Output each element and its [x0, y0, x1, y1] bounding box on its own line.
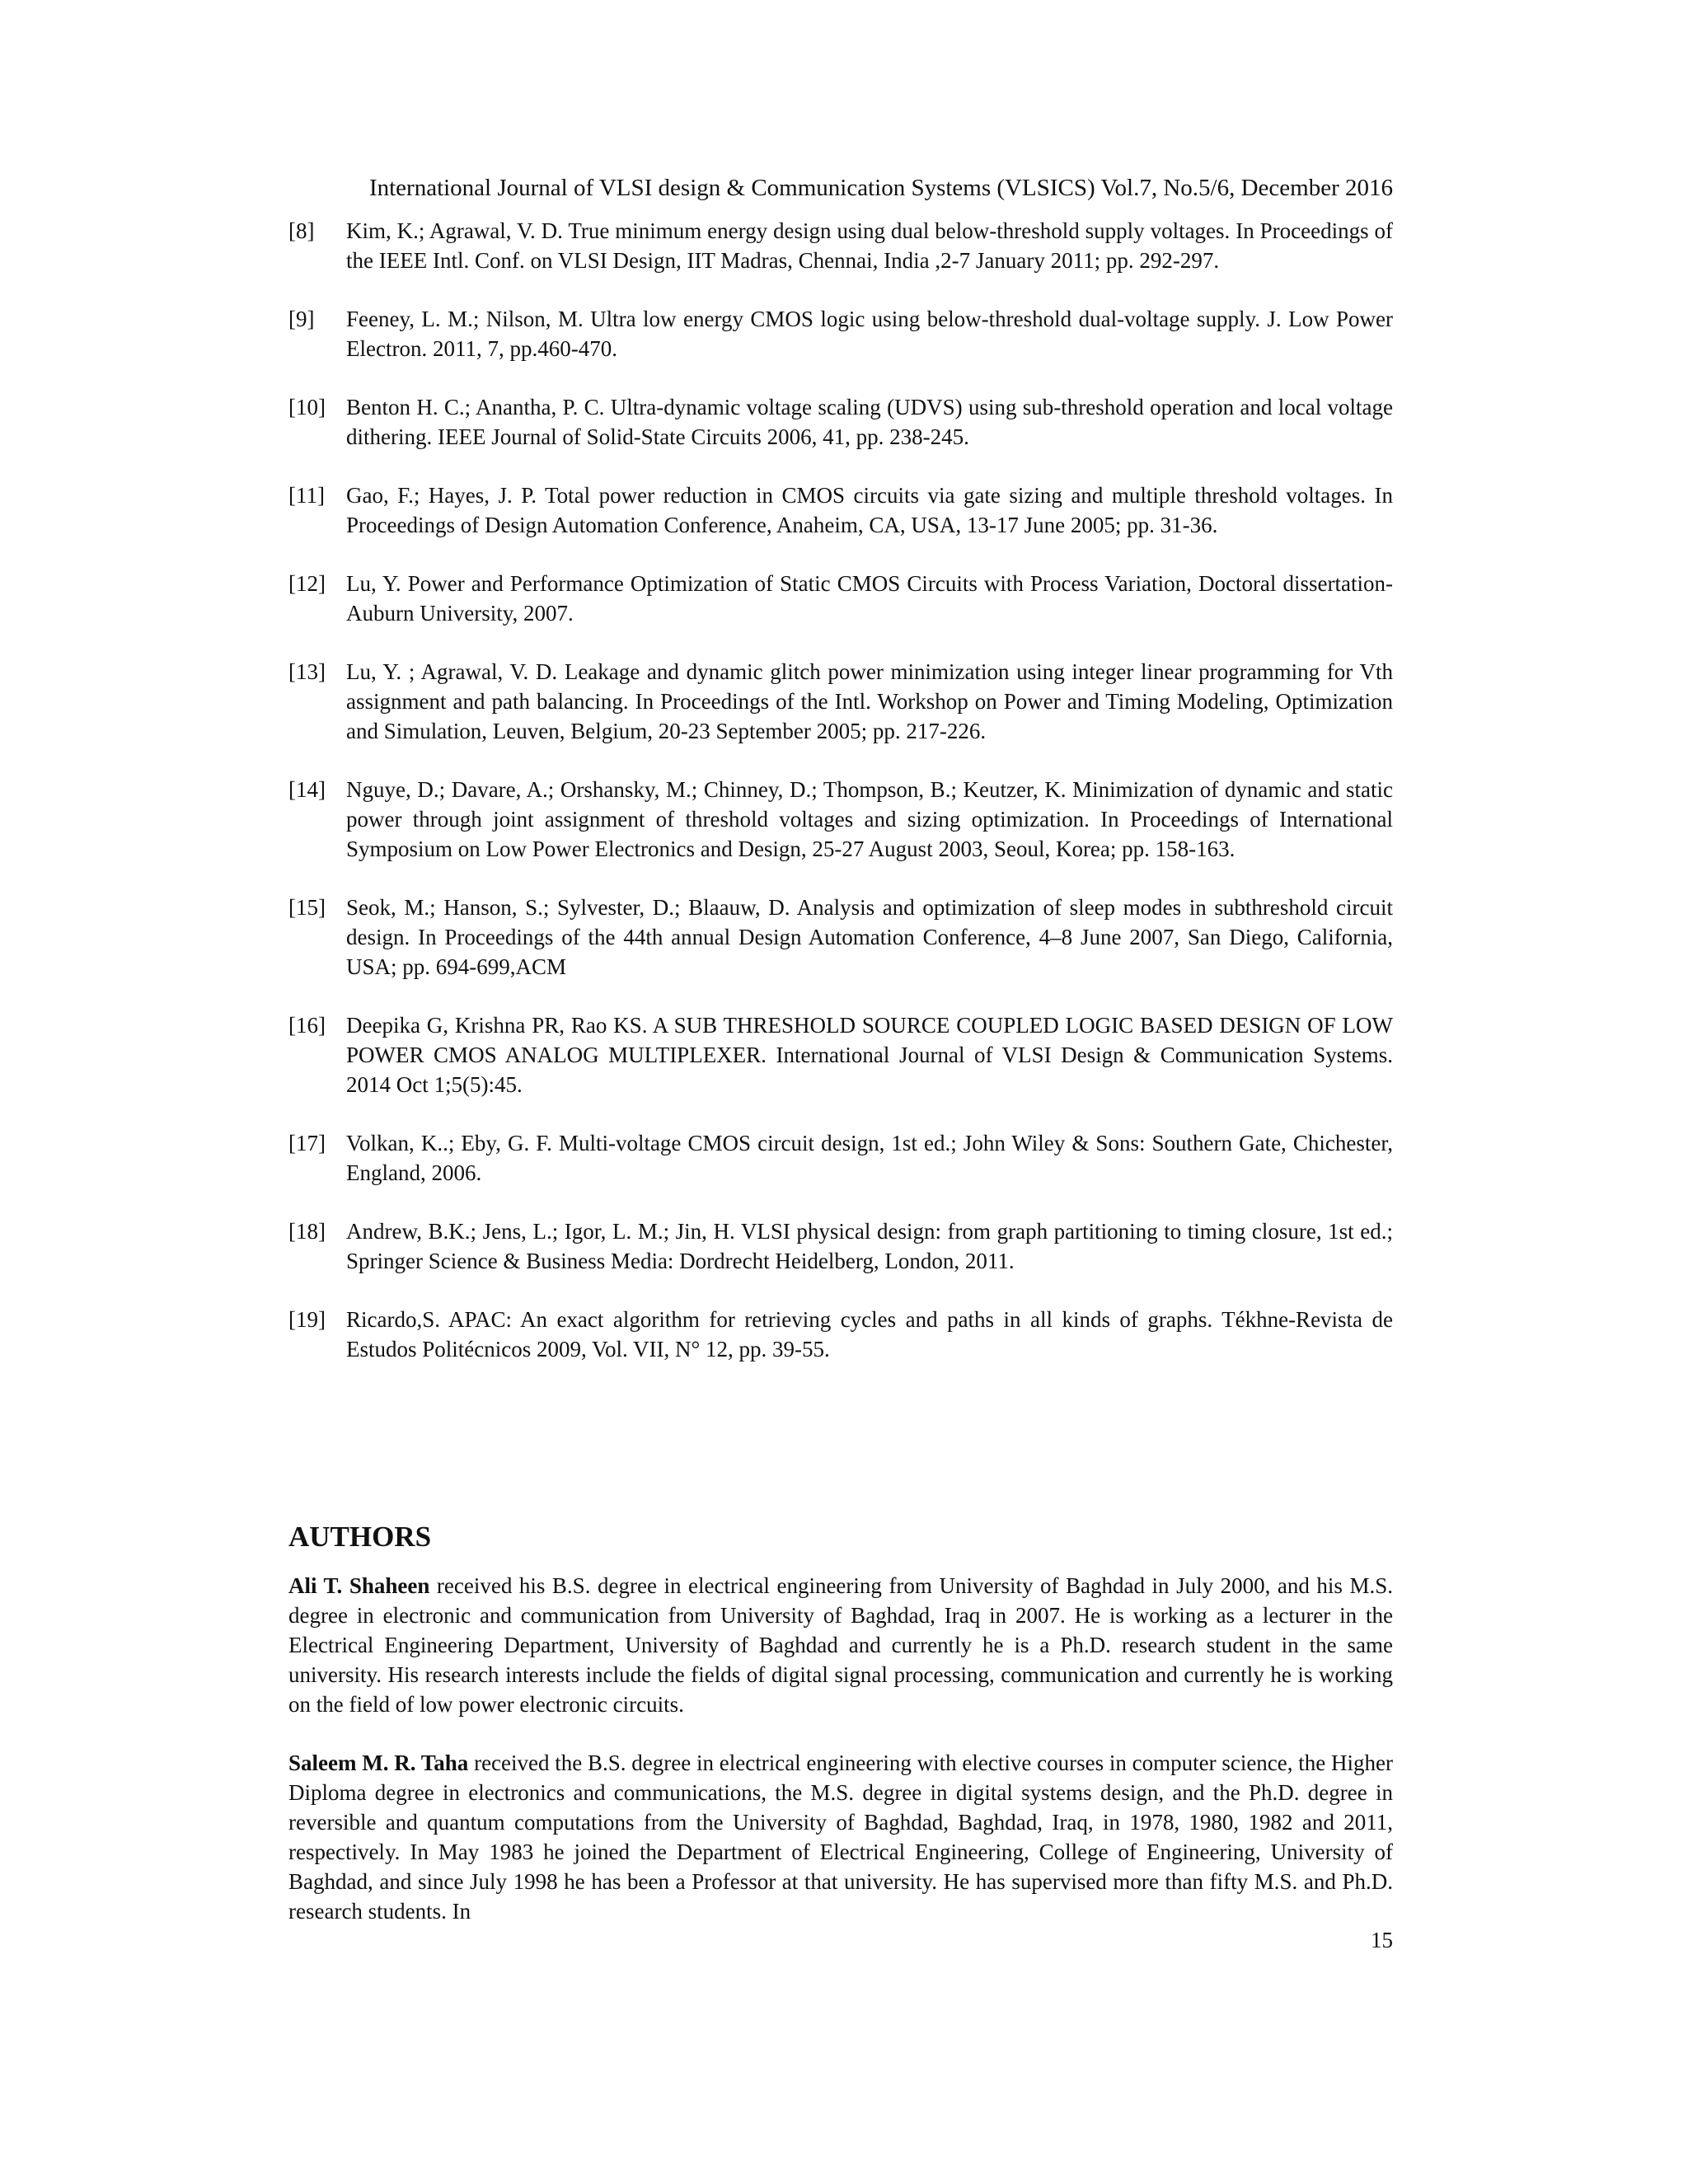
reference-number: [16]	[288, 1013, 326, 1038]
authors-section	[288, 1520, 1393, 1955]
reference-number: [12]	[288, 571, 326, 596]
reference-text: Nguye, D.; Davare, A.; Orshansky, M.; Chinney, D.; Thompson, B.; Keutzer, K. Minimization of dynamic and static power through joint assignment of threshold voltages and sizing optimization. In Proceedings of International Symposium on Low Power Electronics and Design, 25-27 August 2003, Seoul, Korea; pp. 158-163.	[346, 777, 1393, 861]
reference-text: Deepika G, Krishna PR, Rao KS. A SUB THRESHOLD SOURCE COUPLED LOGIC BASED DESIGN OF LOW POWER CMOS ANALOG MULTIPLEXER. International Journal of VLSI Design & Communication Systems. 2014 Oct 1;5(5):45.	[346, 1013, 1393, 1097]
reference-item	[288, 1128, 1393, 1188]
reference-text: Andrew, B.K.; Jens, L.; Igor, L. M.; Jin, H. VLSI physical design: from graph partitioning to timing closure, 1st ed.; Springer Science & Business Media: Dordrecht Heidelberg, London, 2011.	[346, 1219, 1393, 1273]
journal-running-header: International Journal of VLSI design & Communication Systems (VLSICS) Vol.7, No.5/6, December 2016	[368, 175, 1393, 201]
paper-page	[288, 0, 1393, 2184]
reference-number: [9]	[288, 307, 315, 331]
page-number: 15	[1371, 1928, 1393, 1952]
reference-number: [18]	[288, 1219, 326, 1244]
author-bio-text: received the B.S. degree in electrical engineering with elective courses in computer science, the Higher Diploma degree in electronics and communications, the M.S. degree in digital systems design, and the Ph.D. degree in reversible and quantum computations from the University of Baghdad, Baghdad, Iraq, in 1978, 1980, 1982 and 2011, respectively. In May 1983 he joined the Department of Electrical Engineering, College of Engineering, University of Baghdad, and since July 1998 he has been a Professor at that university. He has supervised more than fifty M.S. and Ph.D. research students. In	[288, 1750, 1393, 1924]
reference-number: [17]	[288, 1131, 326, 1155]
reference-number: [10]	[288, 395, 326, 419]
reference-text: Feeney, L. M.; Nilson, M. Ultra low energy CMOS logic using below-threshold dual-voltage supply. J. Low Power Electron. 2011, 7, pp.460-470.	[346, 307, 1393, 361]
reference-number: [15]	[288, 895, 326, 920]
reference-text: Ricardo,S. APAC: An exact algorithm for retrieving cycles and paths in all kinds of graphs. Tékhne-Revista de Estudos Politécnicos 2009, Vol. VII, N° 12, pp. 39-55.	[346, 1307, 1393, 1361]
reference-number: [11]	[288, 483, 325, 508]
authors-heading: AUTHORS	[288, 1521, 432, 1553]
author-bio	[288, 1571, 1393, 1719]
reference-item	[288, 569, 1393, 628]
reference-number: [14]	[288, 777, 326, 802]
author-bio-text: received his B.S. degree in electrical engineering from University of Baghdad in July 2000, and his M.S. degree in electronic and communication from University of Baghdad, Iraq in 2007. He is working as a lecturer in the Electrical Engineering Department, University of Baghdad and currently he is a Ph.D. research student in the same university. His research interests include the fields of digital signal processing, communication and currently he is working on the field of low power electronic circuits.	[288, 1573, 1393, 1717]
reference-item	[288, 1305, 1393, 1364]
reference-number: [8]	[288, 218, 315, 243]
reference-item	[288, 657, 1393, 746]
reference-list	[288, 216, 1393, 1393]
author-name: Ali T. Shaheen	[288, 1573, 430, 1598]
reference-number: [13]	[288, 659, 326, 684]
reference-item	[288, 480, 1393, 540]
reference-text: Lu, Y. Power and Performance Optimization of Static CMOS Circuits with Process Variation, Doctoral dissertation-Auburn University, 2007.	[346, 571, 1393, 626]
reference-item	[288, 304, 1393, 363]
reference-text: Volkan, K..; Eby, G. F. Multi-voltage CMOS circuit design, 1st ed.; John Wiley & Sons: Southern Gate, Chichester, England, 2006.	[346, 1131, 1393, 1185]
reference-text: Lu, Y. ; Agrawal, V. D. Leakage and dynamic glitch power minimization using integer linear programming for Vth assignment and path balancing. In Proceedings of the Intl. Workshop on Power and Timing Modeling, Optimization and Simulation, Leuven, Belgium, 20-23 September 2005; pp. 217-226.	[346, 659, 1393, 743]
reference-item	[288, 893, 1393, 982]
reference-text: Gao, F.; Hayes, J. P. Total power reduction in CMOS circuits via gate sizing and multiple threshold voltages. In Proceedings of Design Automation Conference, Anaheim, CA, USA, 13-17 June 2005; pp. 31-36.	[346, 483, 1393, 537]
reference-text: Seok, M.; Hanson, S.; Sylvester, D.; Blaauw, D. Analysis and optimization of sleep modes in subthreshold circuit design. In Proceedings of the 44th annual Design Automation Conference, 4–8 June 2007, San Diego, California, USA; pp. 694-699,ACM	[346, 895, 1393, 979]
reference-item	[288, 216, 1393, 275]
author-bio	[288, 1748, 1393, 1926]
reference-item	[288, 1010, 1393, 1099]
author-name: Saleem M. R. Taha	[288, 1750, 469, 1775]
reference-text: Kim, K.; Agrawal, V. D. True minimum energy design using dual below-threshold supply voltages. In Proceedings of the IEEE Intl. Conf. on VLSI Design, IIT Madras, Chennai, India ,2-7 January 2011; pp. 292-297.	[346, 218, 1393, 273]
reference-item	[288, 1216, 1393, 1276]
reference-item	[288, 392, 1393, 452]
reference-text: Benton H. C.; Anantha, P. C. Ultra-dynamic voltage scaling (UDVS) using sub-threshold operation and local voltage dithering. IEEE Journal of Solid-State Circuits 2006, 41, pp. 238-245.	[346, 395, 1393, 449]
reference-number: [19]	[288, 1307, 326, 1332]
reference-item	[288, 775, 1393, 864]
